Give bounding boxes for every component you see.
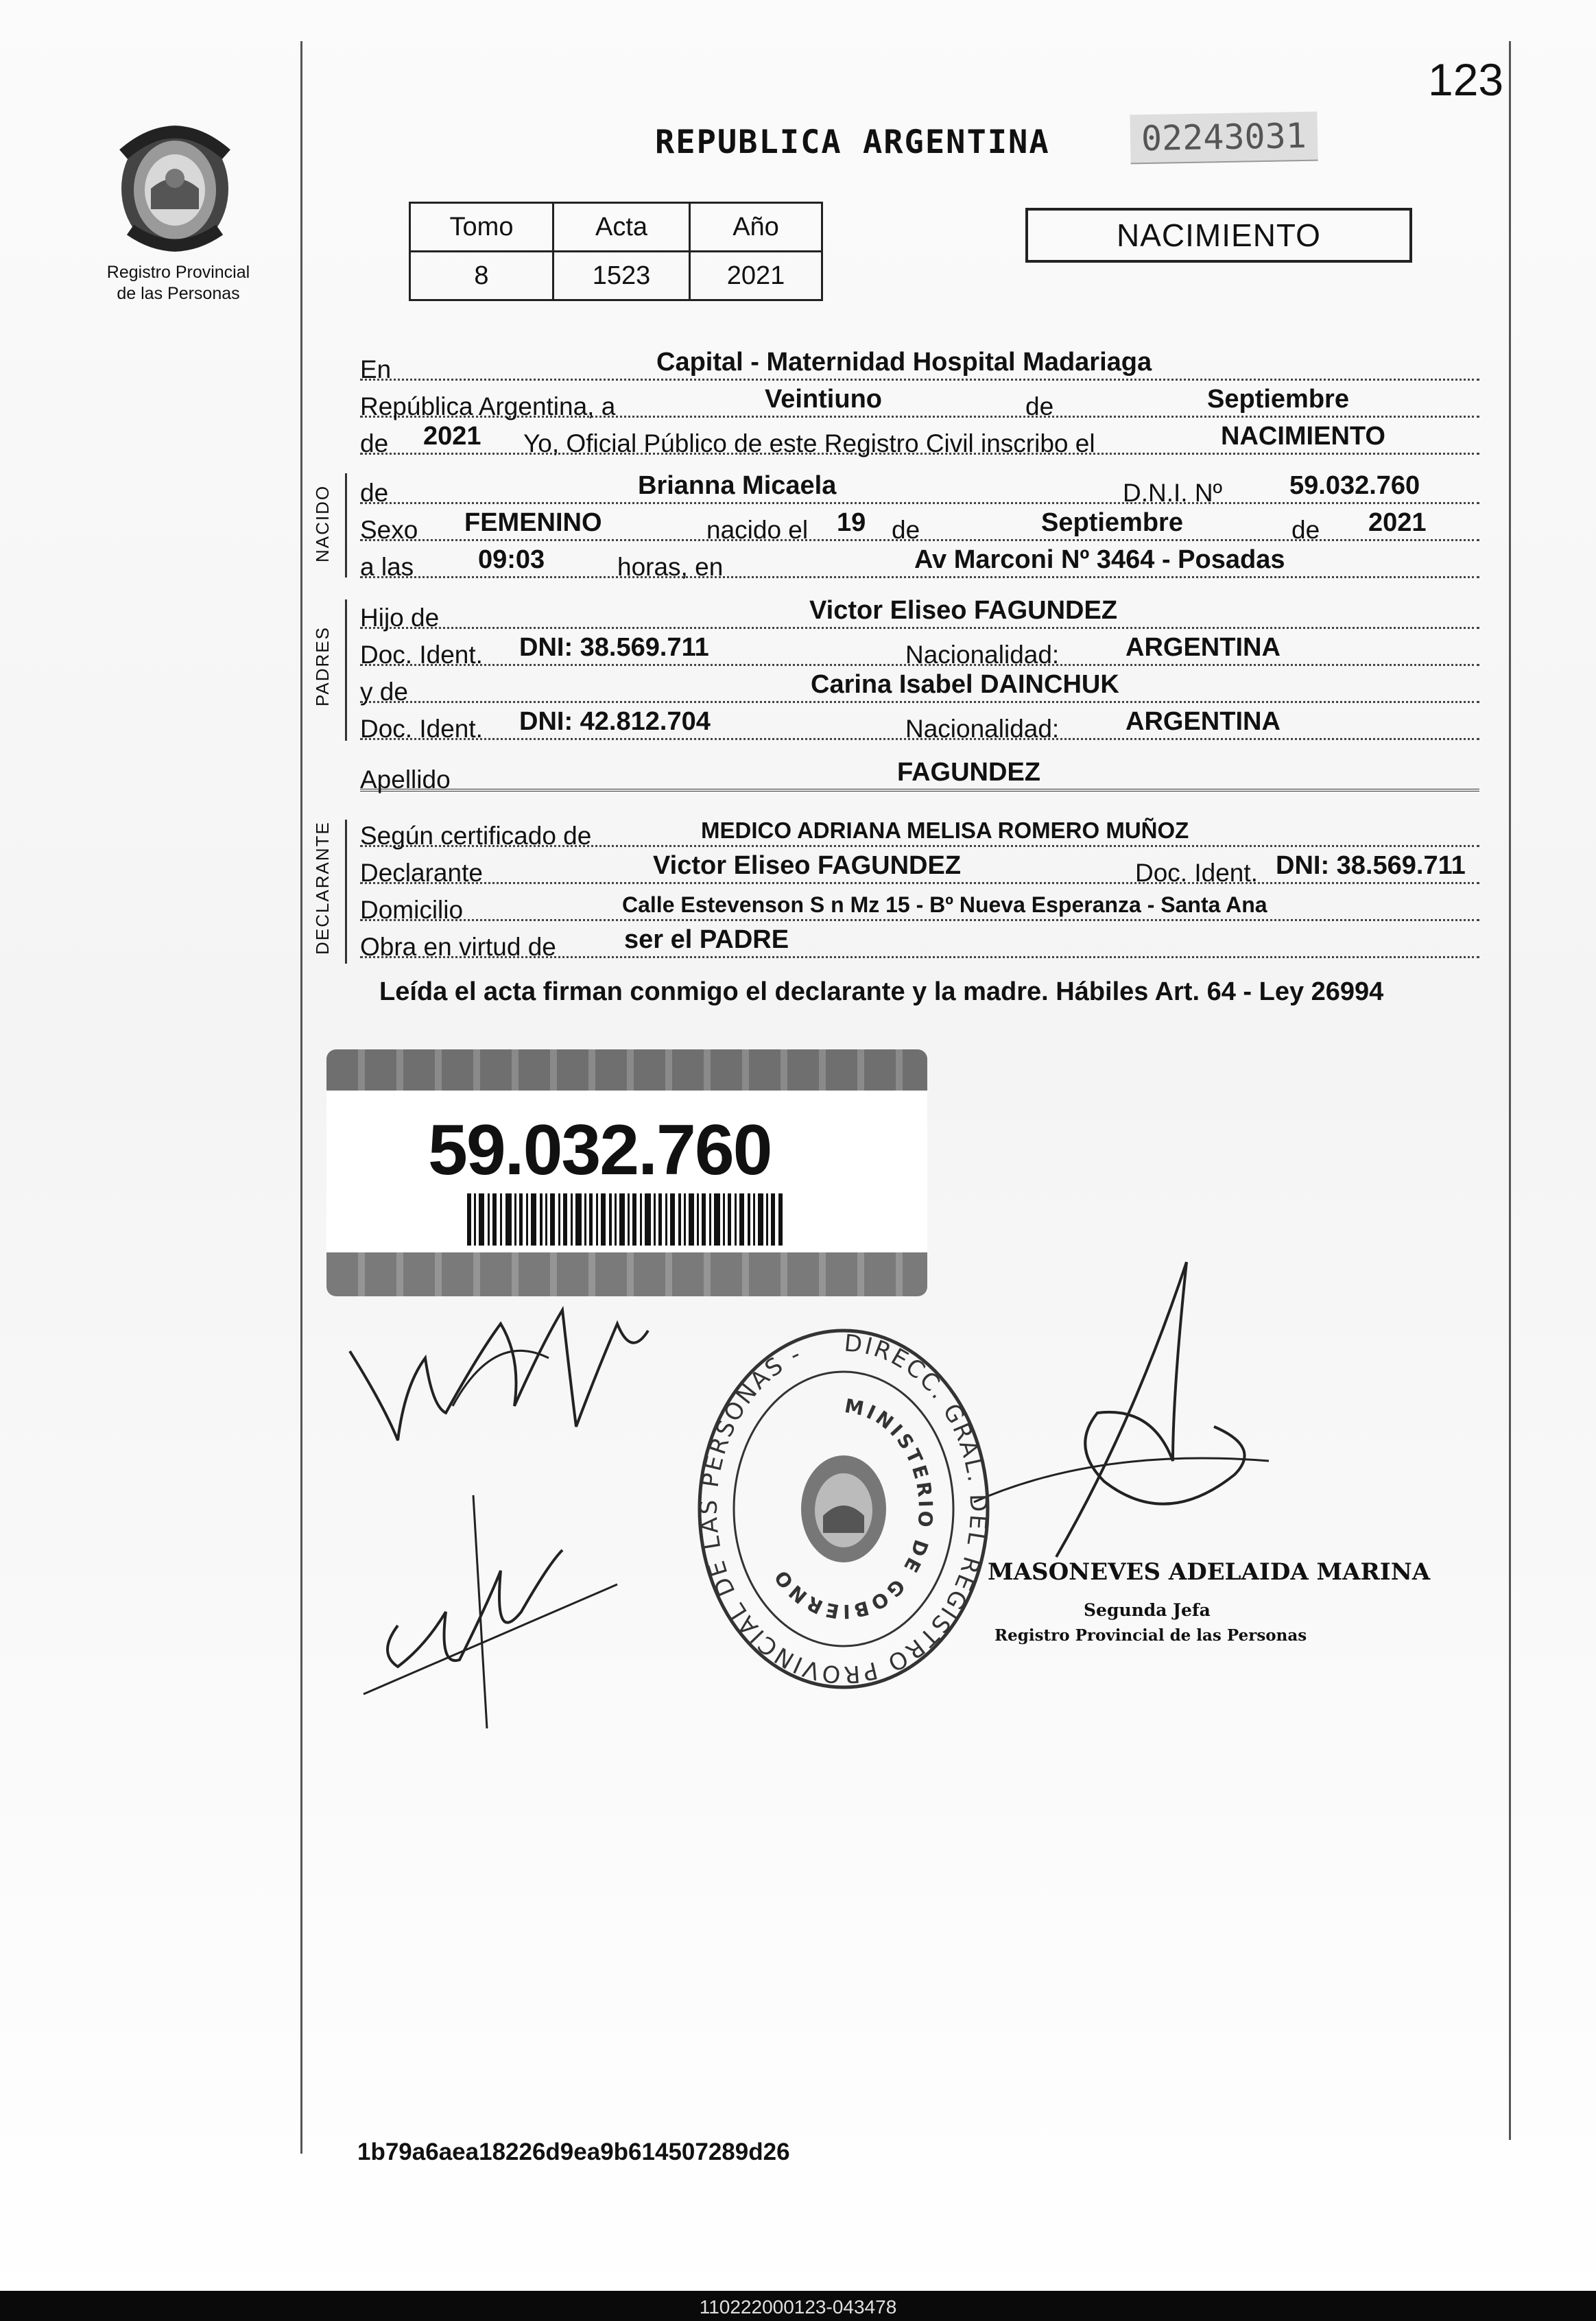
footer-bar bbox=[0, 2291, 1596, 2321]
footer-code: 110222000123-043478 bbox=[699, 2296, 897, 2318]
mother-signature bbox=[357, 1488, 631, 1742]
section-label-declarante: DECLARANTE bbox=[312, 821, 333, 955]
line-year bbox=[360, 417, 1479, 455]
section-label-padres: PADRES bbox=[312, 626, 333, 706]
line-father bbox=[360, 591, 1479, 632]
line-surname bbox=[360, 753, 1479, 794]
value-declarant-address: Calle Estevenson S n Mz 15 - Bº Nueva Esperanza - Santa Ana bbox=[622, 892, 1267, 917]
stamp-outer-text: DIRECC. GRAL. DEL REGISTRO PROVINCIAL DE LAS PERSONAS - bbox=[695, 1329, 992, 1689]
label-segun-certificado: Según certificado de bbox=[360, 822, 592, 850]
label-doc-ident-declarant: Doc. Ident. bbox=[1135, 859, 1258, 887]
value-mother-nationality: ARGENTINA bbox=[1125, 707, 1281, 736]
value-month: Septiembre bbox=[1207, 385, 1349, 414]
value-declarant-name: Victor Eliseo FAGUNDEZ bbox=[653, 851, 962, 880]
value-birth-time: 09:03 bbox=[478, 545, 545, 574]
value-act-type: NACIMIENTO bbox=[1221, 422, 1385, 451]
label-dni: D.N.I. Nº bbox=[1123, 479, 1223, 507]
label-de-birth-month: de bbox=[892, 516, 920, 544]
label-de-birth-year: de bbox=[1291, 516, 1320, 544]
value-tomo: 8 bbox=[410, 252, 553, 300]
value-birth-day: 19 bbox=[837, 508, 866, 537]
document-hash: 1b79a6aea18226d9ea9b614507289d26 bbox=[357, 2139, 790, 2165]
label-doc-ident-father: Doc. Ident. bbox=[360, 641, 483, 669]
label-obra-en-virtud: Obra en virtud de bbox=[360, 933, 556, 961]
line-place bbox=[360, 343, 1479, 381]
label-yo: Yo, Oficial Público de este Registro Civil inscribo el bbox=[523, 429, 1095, 457]
label-doc-ident-mother: Doc. Ident. bbox=[360, 715, 483, 743]
sticker-dni-number: 59.032.760 bbox=[428, 1110, 772, 1190]
value-birth-address: Av Marconi Nº 3464 - Posadas bbox=[914, 545, 1285, 574]
label-nacido-el: nacido el bbox=[706, 516, 809, 544]
value-father-doc: DNI: 38.569.711 bbox=[519, 633, 709, 662]
official-name: MASONEVES ADELAIDA MARINA bbox=[988, 1558, 1431, 1586]
line-address bbox=[360, 883, 1479, 924]
official-stamp bbox=[693, 1324, 994, 1694]
label-hijo-de: Hijo de bbox=[360, 604, 440, 632]
line-mother-doc bbox=[360, 702, 1479, 743]
line-birth bbox=[360, 503, 1479, 544]
declarant-signature bbox=[343, 1269, 658, 1461]
value-certificate-by: MEDICO ADRIANA MELISA ROMERO MUÑOZ bbox=[701, 818, 1189, 843]
province-seal-logo bbox=[103, 113, 247, 257]
line-acts-as bbox=[360, 920, 1479, 961]
label-a-las: a las bbox=[360, 553, 414, 581]
form-serial-number: 02243031 bbox=[1130, 112, 1318, 165]
label-horas-en: horas, en bbox=[617, 553, 724, 581]
registry-label-line1: Registro Provincial bbox=[106, 263, 250, 282]
closing-statement: Leída el acta firman conmigo el declarante y la madre. Hábiles Art. 64 - Ley 26994 bbox=[379, 977, 1384, 1006]
line-father-doc bbox=[360, 628, 1479, 669]
label-nacionalidad-mother: Nacionalidad: bbox=[905, 715, 1060, 743]
official-role: Segunda Jefa bbox=[1084, 1600, 1211, 1620]
label-en: En bbox=[360, 355, 392, 383]
value-surname: FAGUNDEZ bbox=[897, 758, 1040, 787]
label-republica: República Argentina, a bbox=[360, 392, 616, 420]
country-title: REPUBLICA ARGENTINA bbox=[655, 123, 1050, 161]
value-father-nationality: ARGENTINA bbox=[1125, 633, 1281, 662]
section-label-nacido: NACIDO bbox=[312, 484, 333, 562]
label-de-month: de bbox=[1025, 392, 1054, 420]
label-de-year: de bbox=[360, 429, 389, 457]
value-acta: 1523 bbox=[553, 252, 690, 300]
registry-label bbox=[82, 262, 274, 305]
value-child-name: Brianna Micaela bbox=[638, 471, 837, 500]
header-acta: Acta bbox=[553, 203, 690, 252]
line-certificate bbox=[360, 809, 1479, 850]
header-anio: Año bbox=[690, 203, 822, 252]
value-acts-as: ser el PADRE bbox=[624, 925, 789, 954]
section-bar-nacido bbox=[345, 473, 347, 578]
line-mother bbox=[360, 665, 1479, 706]
left-margin-rule bbox=[300, 41, 302, 2154]
right-margin-rule bbox=[1509, 41, 1511, 2140]
official-organization: Registro Provincial de las Personas bbox=[994, 1626, 1307, 1645]
barcode bbox=[467, 1193, 783, 1246]
value-mother-doc: DNI: 42.812.704 bbox=[519, 707, 711, 736]
line-declarant bbox=[360, 846, 1479, 887]
dni-sticker bbox=[326, 1049, 927, 1296]
section-bar-padres bbox=[345, 599, 347, 741]
registry-label-line2: de las Personas bbox=[117, 284, 240, 303]
label-domicilio: Domicilio bbox=[360, 896, 464, 924]
line-child-name bbox=[360, 466, 1479, 507]
value-place: Capital - Maternidad Hospital Madariaga bbox=[656, 348, 1152, 377]
label-sexo: Sexo bbox=[360, 516, 418, 544]
stamp-inner-text: MINISTERIO DE GOBIERNO bbox=[768, 1394, 938, 1623]
value-birth-month: Septiembre bbox=[1041, 508, 1183, 537]
value-anio: 2021 bbox=[690, 252, 822, 300]
label-declarante: Declarante bbox=[360, 859, 483, 887]
registration-table bbox=[409, 202, 823, 301]
label-de-child: de bbox=[360, 479, 389, 507]
label-nacionalidad-father: Nacionalidad: bbox=[905, 641, 1060, 669]
line-birth-time bbox=[360, 540, 1479, 581]
value-sex: FEMENINO bbox=[464, 508, 602, 537]
label-y-de: y de bbox=[360, 678, 408, 706]
sticker-top-band bbox=[326, 1049, 927, 1091]
value-birth-year: 2021 bbox=[1368, 508, 1427, 537]
value-child-dni: 59.032.760 bbox=[1289, 471, 1420, 500]
value-declarant-doc: DNI: 38.569.711 bbox=[1276, 851, 1466, 880]
value-mother-name: Carina Isabel DAINCHUK bbox=[811, 670, 1119, 699]
value-day-words: Veintiuno bbox=[765, 385, 882, 414]
header-tomo: Tomo bbox=[410, 203, 553, 252]
label-apellido: Apellido bbox=[360, 765, 451, 794]
section-bar-declarante bbox=[345, 820, 347, 964]
value-father-name: Victor Eliseo FAGUNDEZ bbox=[809, 596, 1118, 625]
line-date bbox=[360, 380, 1479, 418]
page-number: 123 bbox=[1428, 54, 1504, 105]
value-year: 2021 bbox=[423, 422, 481, 451]
document-type-box: NACIMIENTO bbox=[1025, 208, 1412, 263]
